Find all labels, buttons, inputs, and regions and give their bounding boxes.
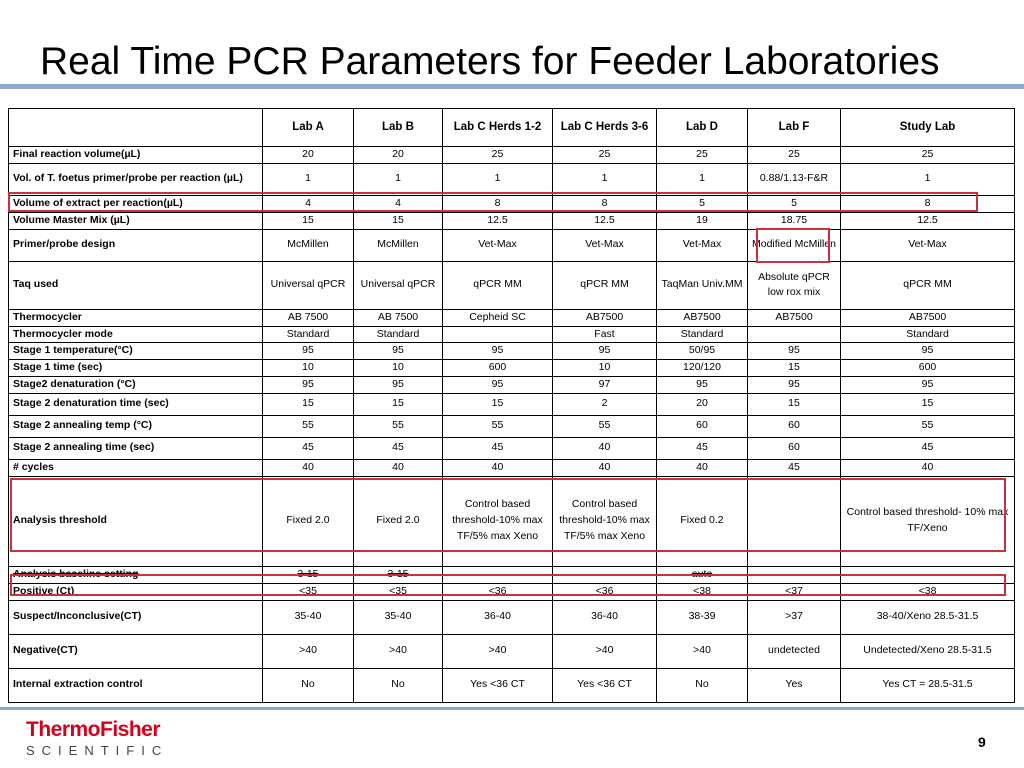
table-row (9, 229, 1015, 261)
parameter-label-cell: Stage 1 time (sec) (9, 360, 263, 377)
logo-wordmark: ThermoFisher (26, 718, 161, 741)
table-cell: 40 (553, 459, 657, 476)
table-cell: 95 (748, 343, 841, 360)
table-cell: 20 (657, 393, 748, 415)
table-row (9, 634, 1015, 668)
table-cell: <38 (657, 583, 748, 600)
table-cell: McMillen (354, 229, 443, 261)
table-row (9, 360, 1015, 377)
table-cell: >40 (443, 634, 553, 668)
table-row (9, 309, 1015, 326)
highlight-box-extract-volume (8, 192, 978, 212)
header-cell-lab-d: Lab D (657, 109, 748, 147)
table-cell: 60 (748, 415, 841, 437)
table-cell: AB7500 (553, 309, 657, 326)
table-cell: 95 (443, 343, 553, 360)
table-cell: Vet-Max (657, 229, 748, 261)
table-cell: 45 (841, 437, 1015, 459)
table-cell: 10 (263, 360, 354, 377)
parameter-label-cell: Suspect/Inconclusive(CT) (9, 600, 263, 634)
table-cell: Undetected/Xeno 28.5-31.5 (841, 634, 1015, 668)
highlight-box-analysis-threshold (10, 478, 1006, 552)
table-cell: 60 (748, 437, 841, 459)
table-cell: 55 (553, 415, 657, 437)
table-row (9, 343, 1015, 360)
table-cell: No (263, 668, 354, 702)
table-cell: Universal qPCR (263, 261, 354, 309)
table-cell: Standard (354, 326, 443, 343)
table-row (9, 147, 1015, 164)
table-cell: qPCR MM (841, 261, 1015, 309)
parameter-label-cell: Stage 2 annealing time (sec) (9, 437, 263, 459)
table-cell: Yes (748, 668, 841, 702)
table-cell: 95 (553, 343, 657, 360)
table-cell: 600 (443, 360, 553, 377)
table-cell: 10 (354, 360, 443, 377)
table-cell: AB7500 (841, 309, 1015, 326)
table-row (9, 326, 1015, 343)
table-cell: 10 (553, 360, 657, 377)
table-cell: <37 (748, 583, 841, 600)
table-row (9, 376, 1015, 393)
table-cell: 55 (354, 415, 443, 437)
table-row (9, 415, 1015, 437)
header-cell-lab-a: Lab A (263, 109, 354, 147)
parameter-label-cell: Negative(CT) (9, 634, 263, 668)
table-cell: 15 (443, 393, 553, 415)
table-cell: 5 (657, 195, 748, 212)
table-body (9, 147, 1015, 703)
parameter-label-cell: Stage2 denaturation (°C) (9, 376, 263, 393)
table-cell: 3-15 (354, 566, 443, 583)
table-cell: 36-40 (443, 600, 553, 634)
table-cell: Fixed 0.2 (657, 476, 748, 566)
table-cell: 25 (553, 147, 657, 164)
table-cell: 95 (748, 376, 841, 393)
table-cell: 18.75 (748, 212, 841, 229)
table-cell: <36 (443, 583, 553, 600)
parameter-label-cell: Stage 2 denaturation time (sec) (9, 393, 263, 415)
table-cell: <35 (263, 583, 354, 600)
table-cell: 1 (657, 163, 748, 195)
parameter-label-cell: Taq used (9, 261, 263, 309)
table-cell: 40 (841, 459, 1015, 476)
table-cell: 12.5 (841, 212, 1015, 229)
table-cell: >40 (354, 634, 443, 668)
table-cell: 1 (841, 163, 1015, 195)
header-cell-study-lab: Study Lab (841, 109, 1015, 147)
table-cell: Cepheid SC (443, 309, 553, 326)
table-cell: 0.88/1.13-F&R (748, 163, 841, 195)
table-cell: 8 (553, 195, 657, 212)
table-cell: Vet-Max (841, 229, 1015, 261)
table-cell: 1 (553, 163, 657, 195)
table-cell: 8 (443, 195, 553, 212)
highlight-box-modified-mcmillen (756, 228, 830, 263)
table-cell: 40 (443, 459, 553, 476)
table-cell: 95 (841, 343, 1015, 360)
table-cell: 4 (354, 195, 443, 212)
table-cell: 55 (263, 415, 354, 437)
table-cell: undetected (748, 634, 841, 668)
header-row (9, 109, 1015, 147)
table-cell: 95 (263, 343, 354, 360)
table-cell: McMillen (263, 229, 354, 261)
table-cell: 5 (748, 195, 841, 212)
table-cell: Vet-Max (553, 229, 657, 261)
table-row (9, 212, 1015, 229)
table-cell: 15 (748, 360, 841, 377)
parameter-label-cell: Volume of extract per reaction(µL) (9, 195, 263, 212)
table-cell: Fixed 2.0 (263, 476, 354, 566)
table-row (9, 437, 1015, 459)
table-cell: >40 (263, 634, 354, 668)
table-cell: 19 (657, 212, 748, 229)
table-cell: qPCR MM (443, 261, 553, 309)
table-cell: 25 (657, 147, 748, 164)
table-cell: 1 (354, 163, 443, 195)
table-cell: Fast (553, 326, 657, 343)
table-cell: Yes CT = 28.5-31.5 (841, 668, 1015, 702)
table-cell: 45 (354, 437, 443, 459)
table-cell: 50/95 (657, 343, 748, 360)
page-number: 9 (978, 734, 986, 750)
table-cell: Control based threshold-10% max TF/5% max Xeno (553, 476, 657, 566)
table-cell: Control based threshold-10% max TF/5% max Xeno (443, 476, 553, 566)
table-cell: auto (657, 566, 748, 583)
parameter-label-cell: Primer/probe design (9, 229, 263, 261)
table-cell: 95 (841, 376, 1015, 393)
parameter-label-cell: Volume Master Mix (µL) (9, 212, 263, 229)
slide-title: Real Time PCR Parameters for Feeder Laboratories (40, 40, 940, 83)
table-cell: 95 (263, 376, 354, 393)
parameter-label-cell: Analysis baseline setting (9, 566, 263, 583)
table-cell: >40 (553, 634, 657, 668)
table-cell (443, 326, 553, 343)
table-cell (748, 326, 841, 343)
table-cell: 95 (657, 376, 748, 393)
table-cell: 45 (748, 459, 841, 476)
table-cell: 20 (354, 147, 443, 164)
table-cell: 1 (443, 163, 553, 195)
table-cell: AB7500 (748, 309, 841, 326)
table-cell: 55 (443, 415, 553, 437)
table-cell: Control based threshold- 10% max TF/Xeno (841, 476, 1015, 566)
table-cell: >40 (657, 634, 748, 668)
footer-divider (0, 707, 1024, 710)
table-cell: 35-40 (354, 600, 443, 634)
parameter-label-cell: Vol. of T. foetus primer/probe per reaction (µL) (9, 163, 263, 195)
table-cell: 15 (841, 393, 1015, 415)
header-cell-lab-c-herds-3-6: Lab C Herds 3-6 (553, 109, 657, 147)
table-row (9, 600, 1015, 634)
table-cell: 12.5 (553, 212, 657, 229)
table-cell: Yes <36 CT (553, 668, 657, 702)
table-cell: 12.5 (443, 212, 553, 229)
table-cell: 15 (263, 212, 354, 229)
table-cell: 40 (263, 459, 354, 476)
table-cell: Universal qPCR (354, 261, 443, 309)
table-cell: 45 (657, 437, 748, 459)
logo-subtitle: SCIENTIFIC (26, 743, 169, 758)
parameter-label-cell: Thermocycler (9, 309, 263, 326)
table-cell: 38-39 (657, 600, 748, 634)
table-cell: 45 (263, 437, 354, 459)
table-cell: 97 (553, 376, 657, 393)
table-cell: 60 (657, 415, 748, 437)
table-cell: 40 (553, 437, 657, 459)
title-divider (0, 84, 1024, 89)
table-cell: Fixed 2.0 (354, 476, 443, 566)
parameter-label-cell: Positive (Ct) (9, 583, 263, 600)
highlight-box-positive-ct (10, 574, 1006, 596)
thermo-fisher-logo (26, 718, 168, 758)
header-cell-lab-b: Lab B (354, 109, 443, 147)
table-row (9, 393, 1015, 415)
parameter-label-cell: Stage 1 temperature(°C) (9, 343, 263, 360)
table-cell: <38 (841, 583, 1015, 600)
table-cell: 120/120 (657, 360, 748, 377)
parameter-label-cell: Thermocycler mode (9, 326, 263, 343)
table-cell: Standard (841, 326, 1015, 343)
table-cell: 25 (748, 147, 841, 164)
table-row (9, 459, 1015, 476)
table-cell: 95 (354, 343, 443, 360)
table-cell: qPCR MM (553, 261, 657, 309)
table-row (9, 668, 1015, 702)
table-cell: AB 7500 (263, 309, 354, 326)
table-cell: 36-40 (553, 600, 657, 634)
table-cell: 4 (263, 195, 354, 212)
table-cell: 40 (354, 459, 443, 476)
table-cell: 25 (841, 147, 1015, 164)
table-cell: Vet-Max (443, 229, 553, 261)
table-cell: No (354, 668, 443, 702)
parameter-label-cell: Analysis threshold (9, 476, 263, 566)
table-cell: 95 (443, 376, 553, 393)
table-cell: No (657, 668, 748, 702)
table-cell: 38-40/Xeno 28.5-31.5 (841, 600, 1015, 634)
table-cell: AB 7500 (354, 309, 443, 326)
table-cell: 2 (553, 393, 657, 415)
table-cell: Modified McMillen (748, 229, 841, 261)
table-cell: 15 (263, 393, 354, 415)
table-cell: 8 (841, 195, 1015, 212)
table-cell: >37 (748, 600, 841, 634)
table-cell: 45 (443, 437, 553, 459)
table-cell: <35 (354, 583, 443, 600)
header-cell-lab-c-herds-1-2: Lab C Herds 1-2 (443, 109, 553, 147)
table-cell: 40 (657, 459, 748, 476)
table-row (9, 163, 1015, 195)
table-cell: 95 (354, 376, 443, 393)
header-cell-parameter (9, 109, 263, 147)
table-cell: 55 (841, 415, 1015, 437)
table-cell: 15 (354, 393, 443, 415)
table-cell: 600 (841, 360, 1015, 377)
table-cell: Absolute qPCR low rox mix (748, 261, 841, 309)
table-cell: 1 (263, 163, 354, 195)
table-cell: Yes <36 CT (443, 668, 553, 702)
table-row (9, 261, 1015, 309)
table-cell: 15 (354, 212, 443, 229)
parameter-label-cell: Stage 2 annealing temp (°C) (9, 415, 263, 437)
table-cell: 20 (263, 147, 354, 164)
table-cell: 15 (748, 393, 841, 415)
table-cell: Standard (263, 326, 354, 343)
table-cell: 35-40 (263, 600, 354, 634)
parameter-label-cell: # cycles (9, 459, 263, 476)
table-cell: TaqMan Univ.MM (657, 261, 748, 309)
table-cell: AB7500 (657, 309, 748, 326)
parameter-label-cell: Final reaction volume(µL) (9, 147, 263, 164)
header-cell-lab-f: Lab F (748, 109, 841, 147)
parameter-label-cell: Internal extraction control (9, 668, 263, 702)
table-cell: Standard (657, 326, 748, 343)
table-cell: 25 (443, 147, 553, 164)
table-cell: <36 (553, 583, 657, 600)
table-cell: 3-15 (263, 566, 354, 583)
